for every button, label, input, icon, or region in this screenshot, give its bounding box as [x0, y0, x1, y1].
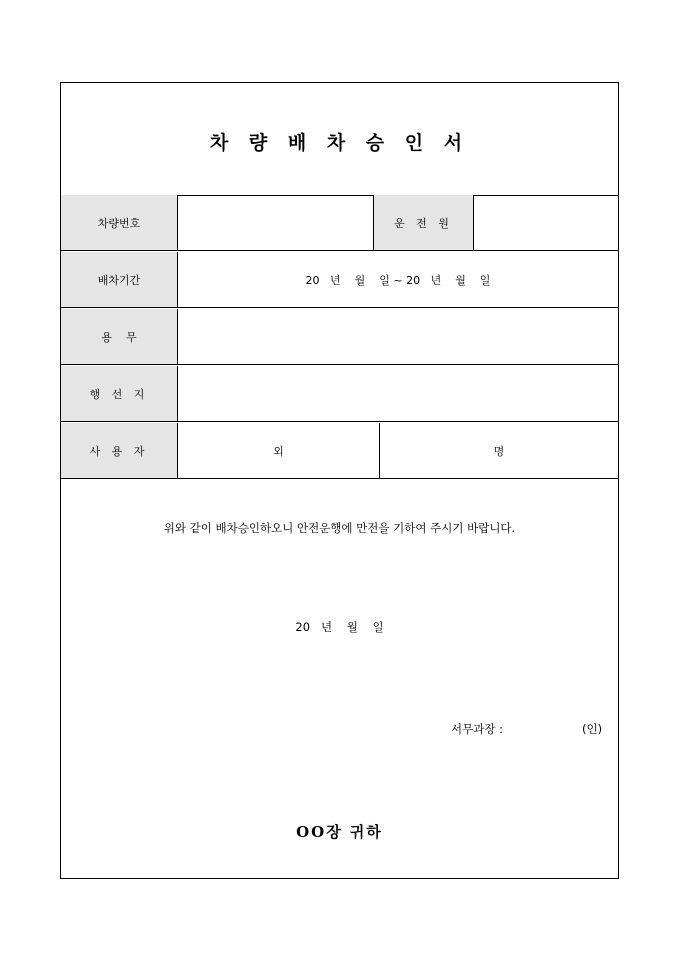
vehicle-number-label: 차량번호: [61, 195, 178, 250]
period-field[interactable]: 20 년 월 일 ~ 20 년 월 일: [305, 273, 491, 287]
signer-label: 서무과장 :: [451, 722, 503, 736]
purpose-field[interactable]: [178, 309, 618, 364]
destination-field[interactable]: [178, 366, 618, 421]
destination-label: 행 선 지: [61, 366, 178, 421]
purpose-row: [61, 309, 618, 365]
driver-label: 운 전 원: [373, 195, 474, 250]
user-count-field[interactable]: [380, 423, 618, 478]
destination-row: [61, 366, 618, 422]
period-row: [61, 252, 618, 308]
vehicle-dispatch-approval-form: [60, 82, 619, 879]
title-area: [61, 83, 618, 196]
user-others-text: 외: [273, 444, 284, 458]
vehicle-number-field[interactable]: [178, 195, 373, 250]
user-label: 사 용 자: [61, 423, 178, 478]
user-name-field[interactable]: [178, 423, 380, 478]
user-row: [61, 423, 618, 479]
purpose-label: 용 무: [61, 309, 178, 364]
recipient: OO장 귀하: [296, 823, 383, 841]
request-text: 위와 같이 배차승인하오니 안전운행에 만전을 기하여 주시기 바랍니다.: [163, 521, 516, 535]
vehicle-row: [61, 195, 618, 251]
date-line: 20 년 월 일: [295, 620, 384, 634]
user-count-unit: 명: [493, 444, 505, 458]
seal-mark: (인): [582, 722, 603, 736]
driver-field[interactable]: [474, 195, 618, 250]
form-title: 차 량 배 차 승 인 서: [209, 132, 470, 154]
period-label: 배차기간: [61, 252, 178, 307]
